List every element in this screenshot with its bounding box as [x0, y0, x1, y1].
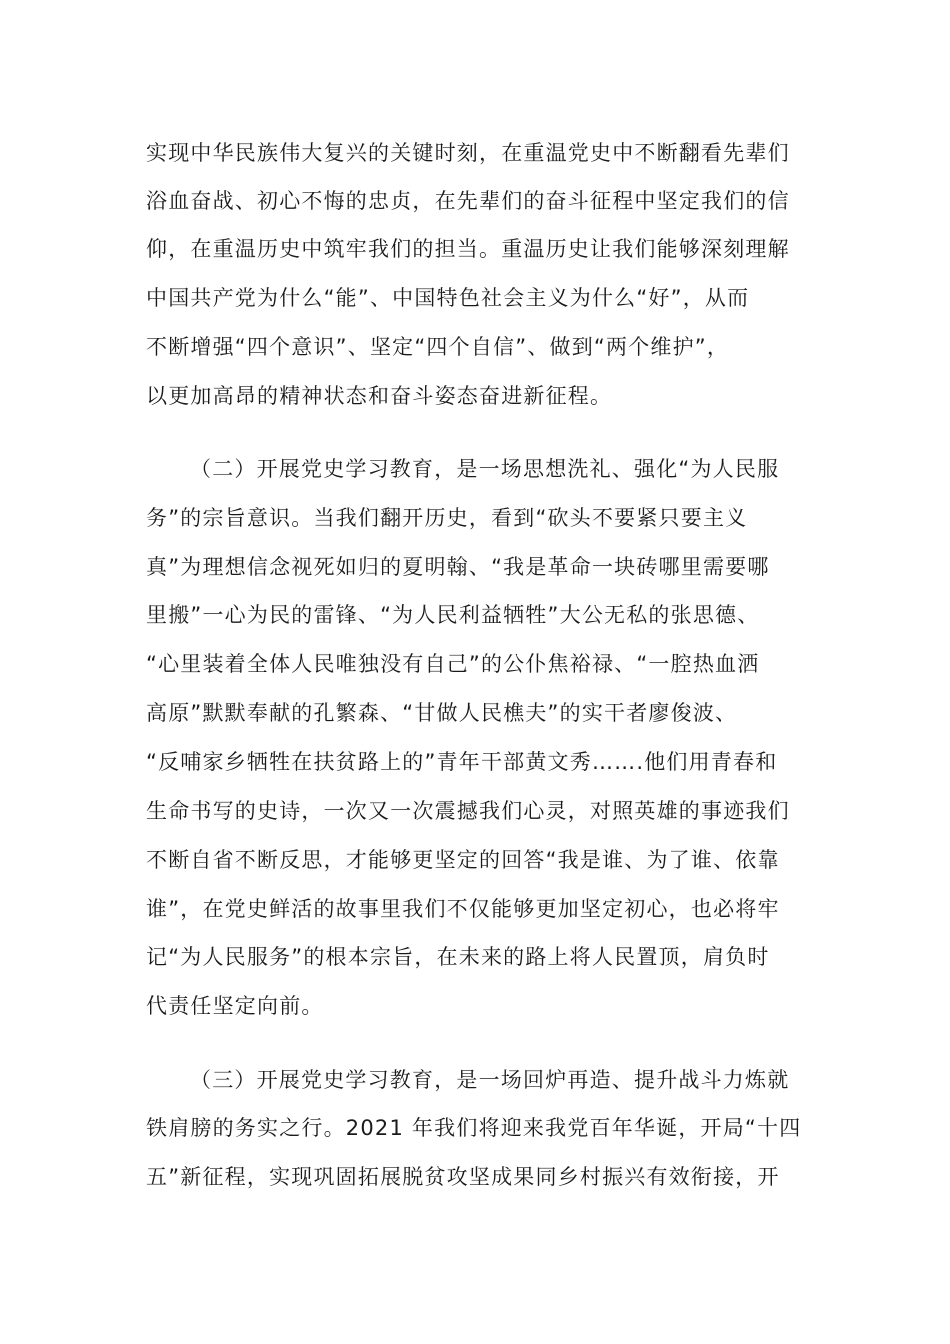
text-line: 不断自省不断反思，才能够更坚定的回答“我是谁、为了谁、依靠 [146, 848, 780, 872]
text-line: 代责任坚定向前。 [146, 994, 324, 1018]
text-line: 里搬”一心为民的雷锋、“为人民利益牺牲”大公无私的张思德、 [146, 603, 760, 627]
text-line: 以更加高昂的精神状态和奋斗姿态奋进新征程。 [146, 384, 613, 408]
text-line: 浴血奋战、初心不悔的忠贞，在先辈们的奋斗征程中坚定我们的信 [146, 189, 790, 213]
text-line: 仰，在重温历史中筑牢我们的担当。重温历史让我们能够深刻理解 [146, 237, 790, 261]
text-line: “反哺家乡牺牲在扶贫路上的”青年干部黄文秀…….他们用青春和 [146, 750, 778, 774]
text-line: “心里装着全体人民唯独没有自己”的公仆焦裕禄、“一腔热血洒 [146, 652, 760, 676]
text-line: 谁”，在党史鲜活的故事里我们不仅能够更加坚定初心，也必将牢 [146, 897, 780, 921]
text-line: 不断增强“四个意识”、坚定“四个自信”、做到“两个维护”， [146, 335, 730, 359]
text-line: （三）开展党史学习教育，是一场回炉再造、提升战斗力炼就 [190, 1068, 790, 1092]
text-line: 生命书写的史诗，一次又一次震撼我们心灵，对照英雄的事迹我们 [146, 799, 790, 823]
text-line: 五”新征程，实现巩固拓展脱贫攻坚成果同乡村振兴有效衔接，开 [146, 1165, 780, 1189]
text-line: 记“为人民服务”的根本宗旨，在未来的路上将人民置顶，肩负时 [146, 945, 770, 969]
text-line: 高原”默默奉献的孔繁森、“甘做人民樵夫”的实干者廖俊波、 [146, 701, 738, 725]
text-line: 务”的宗旨意识。当我们翻开历史，看到“砍头不要紧只要主义 [146, 506, 748, 530]
text-line: 中国共产党为什么“能”、中国特色社会主义为什么“好”，从而 [146, 286, 750, 310]
text-line: 铁肩膀的务实之行。2021 年我们将迎来我党百年华诞，开局“十四 [146, 1116, 802, 1140]
text-line: 真”为理想信念视死如归的夏明翰、“我是革命一块砖哪里需要哪 [146, 555, 770, 579]
text-line: （二）开展党史学习教育，是一场思想洗礼、强化“为人民服 [190, 457, 780, 481]
text-line: 实现中华民族伟大复兴的关键时刻，在重温党史中不断翻看先辈们 [146, 141, 790, 165]
